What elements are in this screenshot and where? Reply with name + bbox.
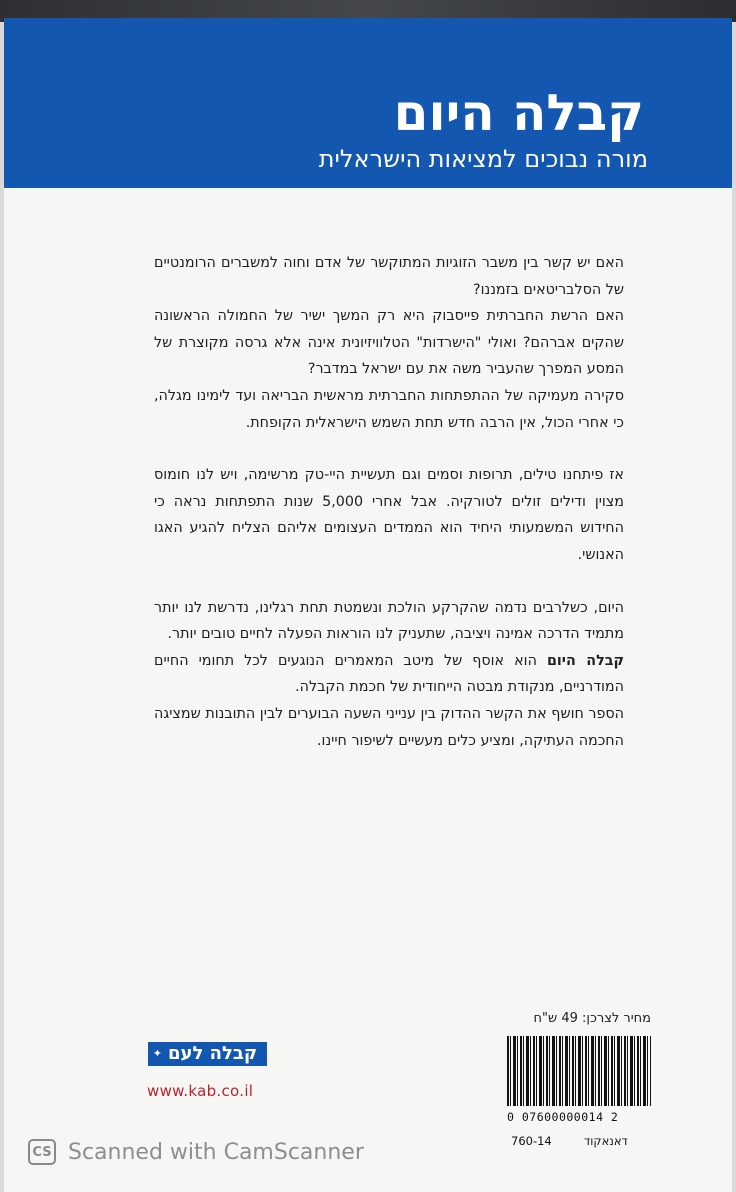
barcode-block xyxy=(507,1036,651,1128)
logo-mark-icon: ✦ xyxy=(152,1047,162,1060)
blurb-paragraph: אז פיתחנו טילים, תרופות וסמים וגם תעשיית היי-טק מרשימה, ויש לנו חומוס מצוין ודילים זולים לטורקיה. אבל אחרי 5,000 שנות התפתחות נראה כי החידוש המשמעותי היחיד הוא הממדים העצומים אליהם הצליח להגיע האגו האנושי. xyxy=(154,467,625,563)
publisher-url: www.kab.co.il xyxy=(147,1082,254,1100)
blurb-paragraph: הספר חושף את הקשר ההדוק בין ענייני השעה הבוערים לבין התובנות שמציגה החכמה העתיקה, ומציע כלים מעשיים לשיפור חיינו. xyxy=(154,705,624,749)
barcode-number: 0 07600000014 2 xyxy=(507,1110,619,1124)
blurb-paragraph-rest: הוא אוסף של מיטב המאמרים הנוגעים לכל תחומי החיים המודרניים, מנקודת מבטה הייחודית של חכמת הקבלה. xyxy=(154,652,624,696)
danacode-label: דאנאקוד xyxy=(584,1134,628,1148)
book-title-inline: קבלה היום xyxy=(546,652,624,669)
title-banner xyxy=(4,18,732,188)
blurb-paragraph: היום, כשלרבים נדמה שהקרקע הולכת ונשמטת תחת רגלינו, נדרשת לנו יותר מתמיד הדרכה אמינה ויציבה, שתעניק לנו הוראות הפעלה לחיים טובים יותר. xyxy=(154,599,624,643)
blurb-text xyxy=(154,250,624,754)
paragraph-gap xyxy=(154,436,624,462)
blurb-paragraph xyxy=(154,648,624,701)
publisher-logo-text: קבלה לעם xyxy=(168,1043,258,1064)
book-title: קבלה היום xyxy=(393,84,644,142)
scanner-watermark xyxy=(28,1136,364,1168)
danacode-number: 760-14 xyxy=(511,1134,552,1148)
publisher-logo xyxy=(148,1042,267,1066)
paragraph-gap xyxy=(154,569,624,595)
blurb-paragraph: האם יש קשר בין משבר הזוגיות המתוקשר של אדם וחוה למשברים הרומנטיים של הסלבריטאים בזמננו? xyxy=(154,255,624,298)
book-subtitle: מורה נבוכים למציאות הישראלית xyxy=(318,145,648,173)
camscanner-icon: CS xyxy=(28,1139,56,1165)
watermark-text: Scanned with CamScanner xyxy=(68,1139,364,1165)
book-back-cover xyxy=(4,18,732,1192)
blurb-paragraph: סקירה מעמיקה של ההתפתחות החברתית מראשית הבריאה ועד לימינו מגלה, כי אחרי הכול, אין הרבה חדש תחת השמש הישראלית הקופחת. xyxy=(154,387,624,431)
blurb-paragraph: האם הרשת החברתית פייסבוק היא רק המשך ישיר של החמולה הראשונה שהקים אברהם? ואולי "הישרדות" הטלוויזיונית אינה אלא גרסה מקוצרת של המסע המפרך שהעביר משה את עם ישראל במדבר? xyxy=(154,308,624,378)
barcode-bars xyxy=(507,1036,651,1106)
price-label: מחיר לצרכן: 49 ש"ח xyxy=(533,1011,651,1026)
